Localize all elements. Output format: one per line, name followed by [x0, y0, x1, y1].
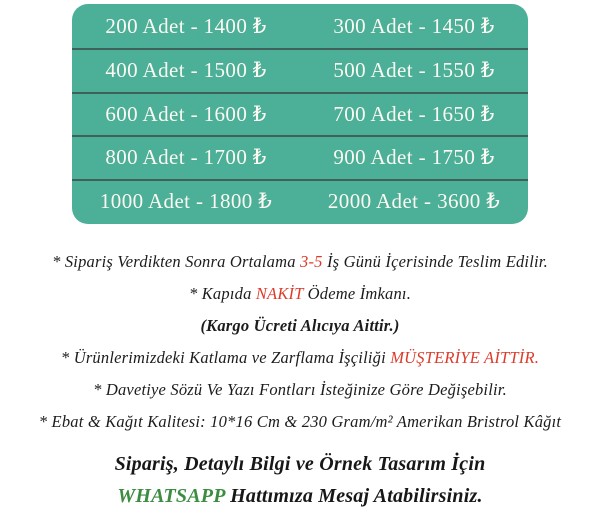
footer-contact-intro: Sipariş, Detaylı Bilgi ve Örnek Tasarım İçin: [114, 453, 486, 475]
note-folding-labor: [0, 342, 600, 374]
note-customizable-fonts: [0, 374, 600, 406]
whatsapp-emphasis: WHATSAPP: [117, 485, 225, 507]
price-cell: 900 Adet - 1750 ₺: [333, 145, 495, 170]
price-row: [72, 179, 528, 223]
footer-whatsapp-line: [0, 480, 600, 512]
note-delivery-time: [0, 246, 600, 278]
note-text: * Ebat & Kağıt Kalitesi: 10*16 Cm & 230 Gram/m² Amerikan Bristrol Kâğıt: [38, 412, 562, 431]
note-cash-payment: [0, 278, 600, 310]
price-table: [72, 4, 528, 224]
note-size-paper-quality: [0, 406, 600, 438]
footer-text: Hattımıza Mesaj Atabilirsiniz.: [224, 485, 483, 507]
note-highlight: MÜŞTERİYE AİTTİR.: [390, 348, 540, 367]
price-cell: 1000 Adet - 1800 ₺: [99, 188, 273, 213]
price-cell: 400 Adet - 1500 ₺: [105, 58, 267, 83]
price-cell: 2000 Adet - 3600 ₺: [327, 188, 501, 213]
note-highlight: 3-5: [300, 252, 323, 271]
note-text: * Davetiye Sözü Ve Yazı Fontları İsteğinize Göre Değişebilir.: [93, 380, 507, 399]
note-text: * Kapıda: [188, 284, 256, 303]
footer-section: [0, 448, 600, 512]
note-highlight: NAKİT: [255, 284, 304, 303]
price-cell: 200 Adet - 1400 ₺: [105, 13, 267, 38]
price-row: [72, 135, 528, 179]
note-text: (Kargo Ücreti Alıcıya Aittir.): [200, 316, 400, 335]
price-row: [72, 48, 528, 92]
price-row: [72, 92, 528, 136]
price-cell: 700 Adet - 1650 ₺: [333, 101, 495, 126]
price-cell: 300 Adet - 1450 ₺: [333, 13, 495, 38]
note-text: İş Günü İçerisinde Teslim Edilir.: [322, 252, 548, 271]
price-cell: 600 Adet - 1600 ₺: [105, 101, 267, 126]
note-text: * Sipariş Verdikten Sonra Ortalama: [52, 252, 301, 271]
note-text: Ödeme İmkanı.: [303, 284, 412, 303]
price-cell: 500 Adet - 1550 ₺: [333, 58, 495, 83]
price-cell: 800 Adet - 1700 ₺: [105, 145, 267, 170]
note-shipping-fee: [0, 310, 600, 342]
price-row: [72, 4, 528, 48]
note-text: * Ürünlerimizdeki Katlama ve Zarflama İşçiliği: [60, 348, 391, 367]
notes-section: [0, 246, 600, 438]
